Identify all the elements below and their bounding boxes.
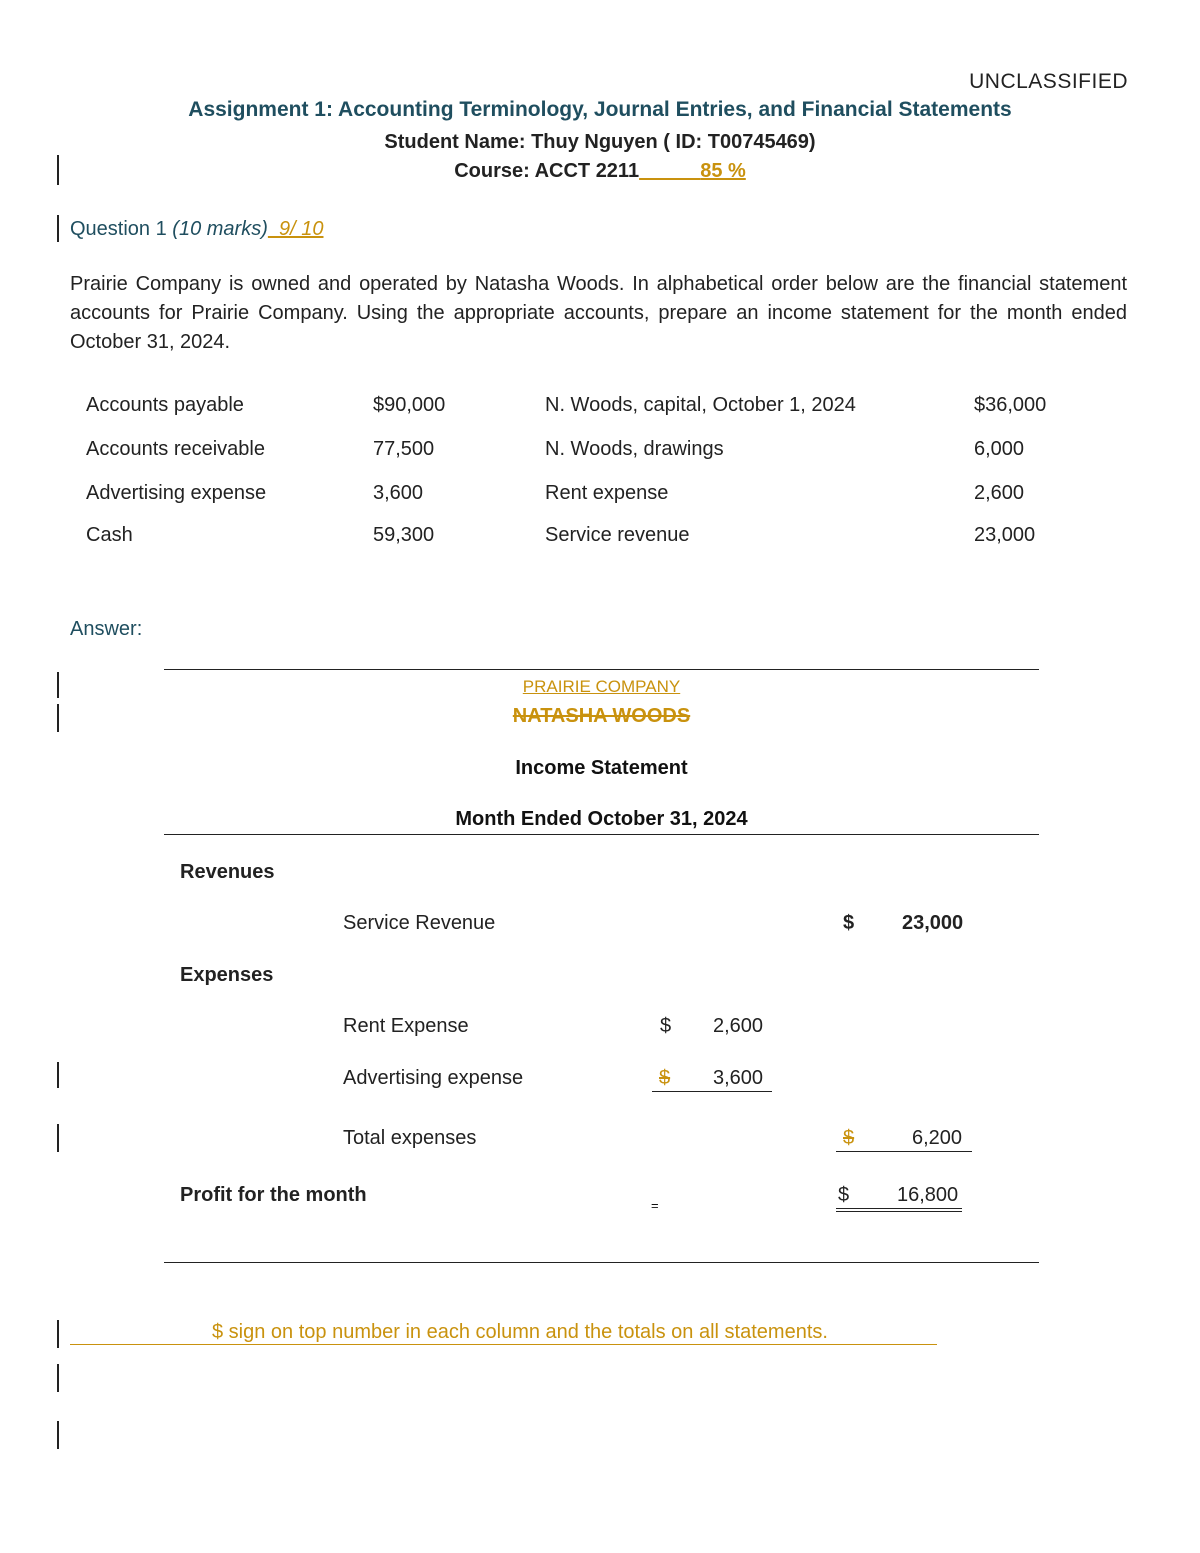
total-expenses-label: Total expenses [343, 1127, 477, 1149]
company-name-correction: PRAIRIE COMPANY [522, 677, 681, 696]
question-text: Prairie Company is owned and operated by Natasha Woods. In alphabetical order below are the financial statement accounts for Prairie Company. Using the appropriate accounts, prepare an income statement for the month ended October 31, 2024. [70, 273, 1127, 353]
account-amount: 59,300 [373, 524, 435, 546]
rent-expense-amount: 2,600 [713, 1015, 764, 1037]
account-amount: 77,500 [373, 438, 435, 460]
feedback-note: $ sign on top number in each column and the totals on all statements. [70, 1321, 937, 1345]
account-name: Cash [86, 524, 133, 546]
account-amount: $36,000 [974, 394, 1047, 416]
question-heading [70, 218, 323, 241]
revenues-heading: Revenues [180, 861, 275, 883]
rent-expense-label: Rent Expense [343, 1015, 469, 1037]
profit-cell [836, 1184, 962, 1212]
account-name: N. Woods, drawings [545, 438, 724, 460]
statement-header-rule [164, 834, 1039, 835]
question-label: Question 1 [70, 218, 167, 240]
change-bar [57, 672, 59, 698]
account-name: Advertising expense [86, 482, 267, 504]
change-bar [57, 1320, 59, 1348]
total-expenses-cell [836, 1127, 972, 1152]
account-name: Accounts payable [86, 394, 244, 416]
course-line [0, 160, 1200, 183]
change-bar [57, 1364, 59, 1392]
profit-label: Profit for the month [180, 1184, 367, 1206]
student-line: Student Name: Thuy Nguyen ( ID: T00745469) [384, 131, 816, 153]
change-bar [57, 215, 59, 242]
rent-expense-dollar: $ [660, 1015, 672, 1037]
statement-title: Income Statement [515, 757, 688, 779]
account-amount: 6,000 [974, 438, 1025, 460]
service-revenue-label: Service Revenue [343, 912, 496, 934]
statement-top-rule [164, 669, 1039, 670]
account-name: Service revenue [545, 524, 690, 546]
change-bar [57, 1062, 59, 1088]
account-name: Rent expense [545, 482, 669, 504]
profit-dollar: $ [838, 1184, 850, 1206]
total-dollar-struck: $ [843, 1127, 855, 1149]
account-amount: 3,600 [373, 482, 424, 504]
advertising-dollar-struck: $ [659, 1067, 671, 1089]
question-marks: (10 marks) [172, 218, 268, 240]
change-bar [57, 1421, 59, 1449]
profit-amount: 16,800 [897, 1184, 959, 1206]
account-amount: $90,000 [373, 394, 446, 416]
change-bar [57, 1124, 59, 1152]
service-revenue-amount: 23,000 [902, 912, 964, 934]
statement-bottom-rule [164, 1262, 1039, 1263]
service-revenue-dollar: $ [843, 912, 855, 934]
account-name: N. Woods, capital, October 1, 2024 [545, 394, 856, 416]
advertising-expense-label: Advertising expense [343, 1067, 524, 1089]
advertising-expense-cell [652, 1067, 772, 1092]
advertising-expense-amount: 3,600 [713, 1067, 764, 1089]
change-bar [57, 704, 59, 732]
question-score: 9/ 10 [279, 218, 324, 240]
company-name-struck: NATASHA WOODS [512, 705, 691, 727]
account-amount: 2,600 [974, 482, 1025, 504]
change-bar [57, 155, 59, 185]
assignment-title: Assignment 1: Accounting Terminology, Journal Entries, and Financial Statements [188, 98, 1012, 121]
expenses-heading: Expenses [180, 964, 274, 986]
answer-label: Answer: [70, 618, 143, 640]
account-name: Accounts receivable [86, 438, 265, 460]
grade-mark: 85 % [700, 160, 746, 182]
classification-label: UNCLASSIFIED [969, 70, 1128, 93]
profit-mark: = [651, 1198, 659, 1213]
total-expenses-amount: 6,200 [912, 1127, 963, 1149]
statement-period: Month Ended October 31, 2024 [455, 808, 748, 830]
account-amount: 23,000 [974, 524, 1036, 546]
course-label: Course: ACCT 2211 [454, 160, 640, 182]
